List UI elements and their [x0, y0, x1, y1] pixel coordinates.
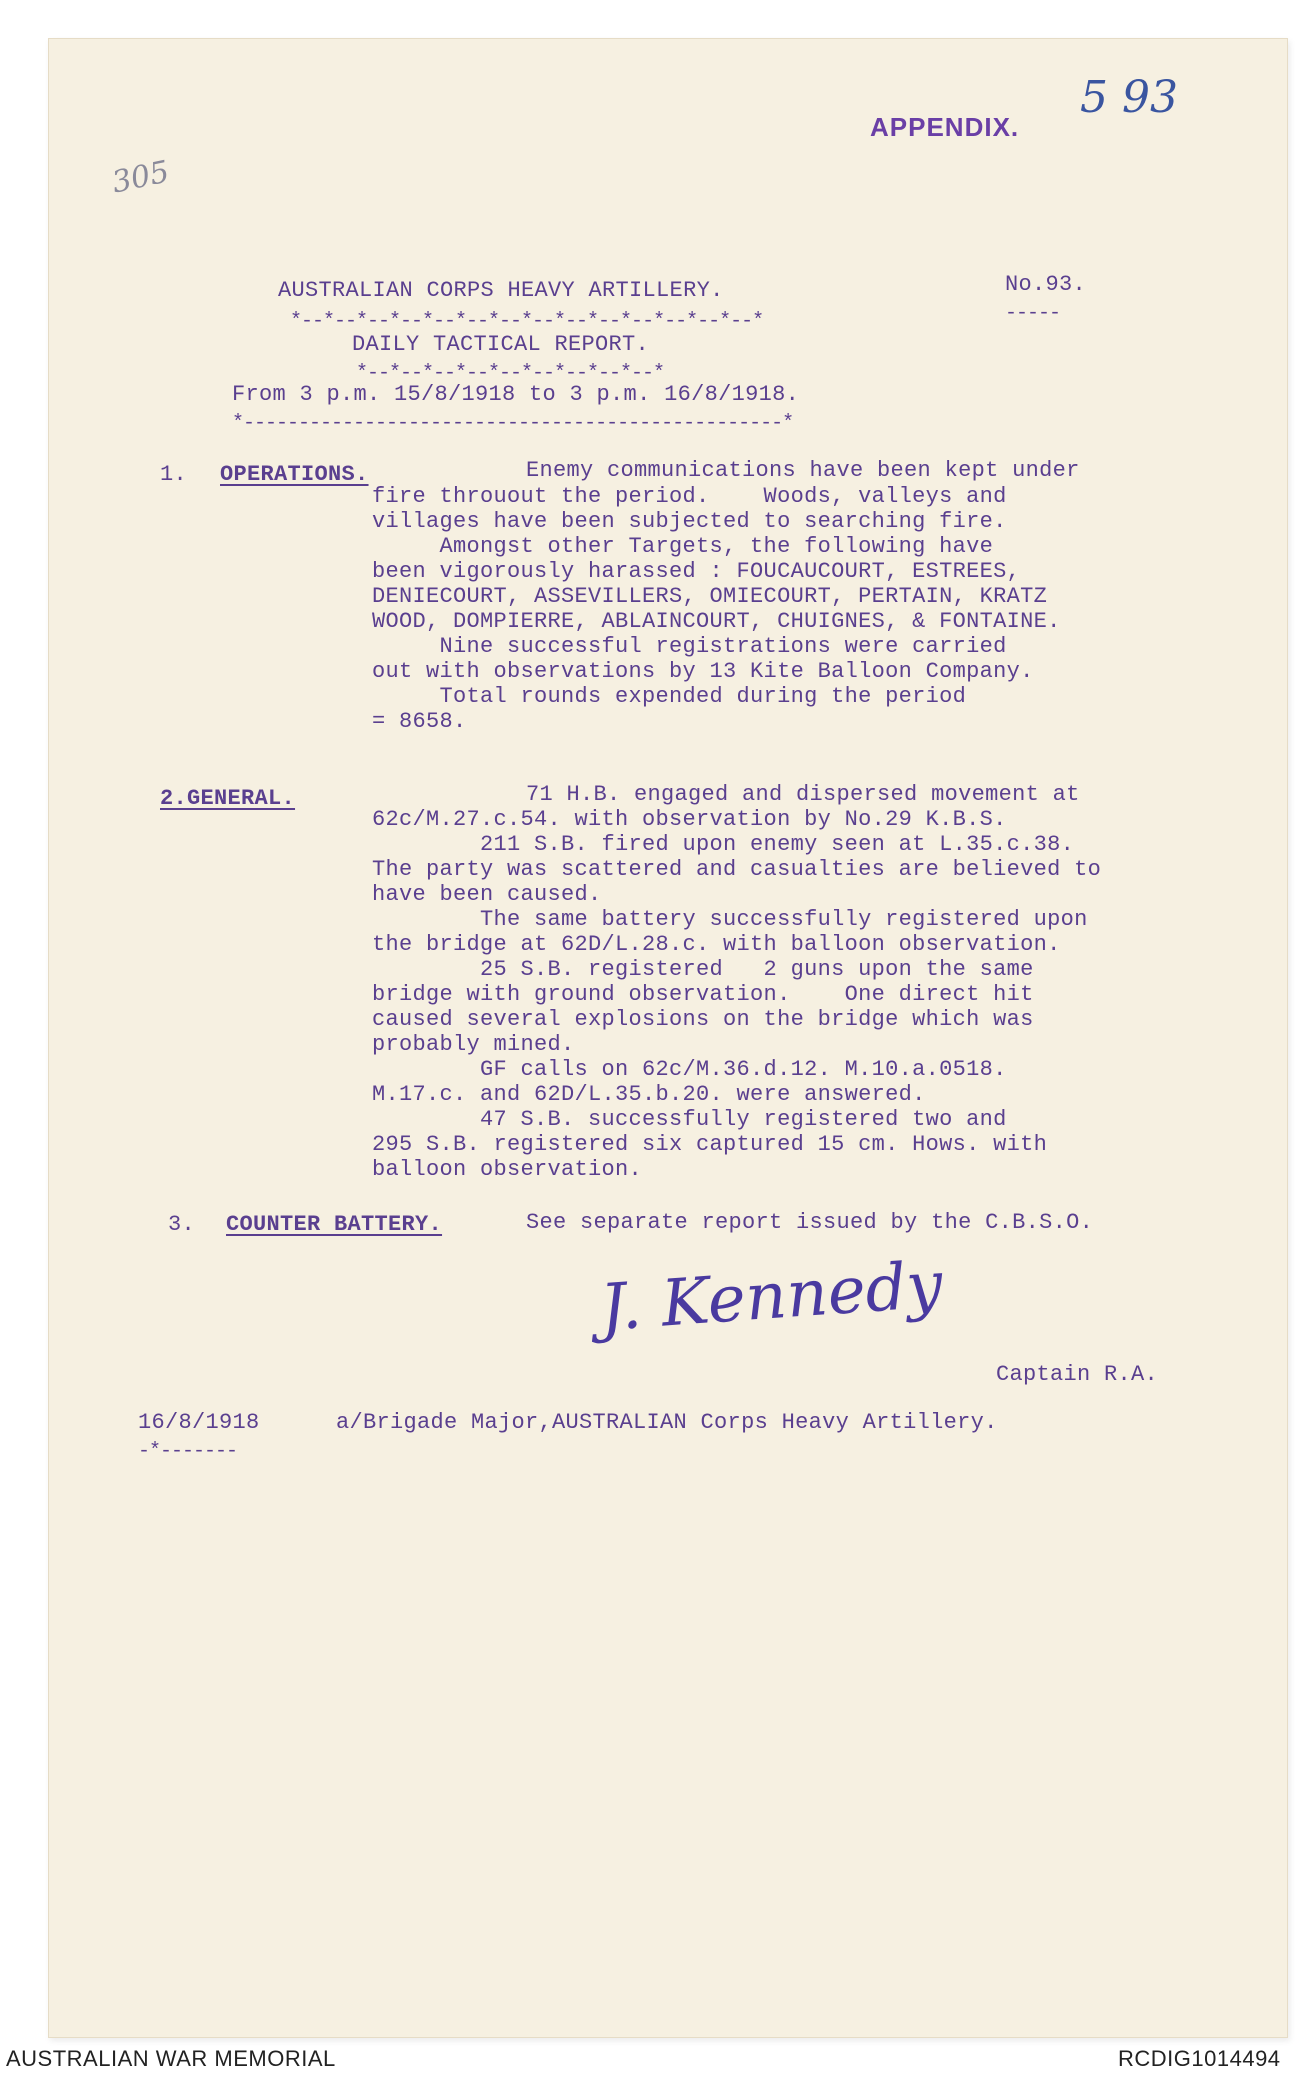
pencil-note: 305 [108, 154, 173, 201]
appendix-stamp: APPENDIX. [870, 112, 1020, 142]
subtitle-rule: *--*--*--*--*--*--*--*--*--* [356, 362, 665, 385]
general-line: 295 S.B. registered six captured 15 cm. Hows. with [372, 1132, 1048, 1157]
general-line: 62c/M.27.c.54. with observation by No.29 K.B.S. [372, 807, 1007, 832]
signature-role: a/Brigade Major,AUSTRALIAN Corps Heavy Artillery. [336, 1410, 998, 1435]
general-line: bridge with ground observation. One direct hit [372, 982, 1034, 1007]
operations-line: Total rounds expended during the period [372, 684, 967, 709]
number-rule: ----- [1005, 302, 1061, 325]
report-title: AUSTRALIAN CORPS HEAVY ARTILLERY. [278, 278, 724, 303]
general-line: caused several explosions on the bridge which was [372, 1007, 1034, 1032]
operations-line: = 8658. [372, 709, 467, 734]
report-number: No.93. [1005, 272, 1087, 297]
operations-heading: OPERATIONS. [220, 462, 369, 487]
operations-line: villages have been subjected to searching fire. [372, 509, 1007, 534]
operations-line: fire throuout the period. Woods, valleys and [372, 484, 1007, 509]
general-line: 211 S.B. fired upon enemy seen at L.35.c.38. [372, 832, 1075, 857]
period-rule: *-------------------------------------------------* [232, 412, 794, 435]
handwritten-signature: J. Kennedy [597, 1248, 945, 1346]
general-line: the bridge at 62D/L.28.c. with balloon observation. [372, 932, 1061, 957]
document-page [48, 38, 1288, 2038]
counter-battery-text: See separate report issued by the C.B.S.O. [526, 1210, 1094, 1235]
operations-line: DENIECOURT, ASSEVILLERS, OMIECOURT, PERTAIN, KRATZ [372, 584, 1048, 609]
handwritten-page-number: 5 93 [1080, 72, 1178, 123]
signature-date: 16/8/1918 [138, 1410, 260, 1435]
general-line: have been caused. [372, 882, 602, 907]
operations-line: Enemy communications have been kept under [526, 458, 1080, 483]
footer-source: AUSTRALIAN WAR MEMORIAL [6, 2046, 336, 2071]
general-heading: 2.GENERAL. [160, 786, 296, 811]
general-line: The same battery successfully registered upon [372, 907, 1088, 932]
general-line: 25 S.B. registered 2 guns upon the same [372, 957, 1034, 982]
general-line: GF calls on 62c/M.36.d.12. M.10.a.0518. [372, 1057, 1007, 1082]
operations-line: Amongst other Targets, the following have [372, 534, 994, 559]
report-period: From 3 p.m. 15/8/1918 to 3 p.m. 16/8/1918. [232, 382, 800, 407]
operations-number: 1. [160, 462, 188, 487]
footer-id: RCDIG1014494 [1118, 2046, 1281, 2071]
operations-line: out with observations by 13 Kite Balloon Company. [372, 659, 1034, 684]
date-rule: -*------- [138, 1440, 238, 1463]
operations-line: Nine successful registrations were carried [372, 634, 1007, 659]
counter-battery-number: 3. [168, 1212, 196, 1237]
general-line: probably mined. [372, 1032, 575, 1057]
general-line: 71 H.B. engaged and dispersed movement at [526, 782, 1080, 807]
general-line: M.17.c. and 62D/L.35.b.20. were answered. [372, 1082, 926, 1107]
title-rule: *--*--*--*--*--*--*--*--*--*--*--*--*--*--* [290, 310, 764, 333]
general-line: 47 S.B. successfully registered two and [372, 1107, 1007, 1132]
operations-line: WOOD, DOMPIERRE, ABLAINCOURT, CHUIGNES, & FONTAINE. [372, 609, 1061, 634]
general-line: balloon observation. [372, 1157, 643, 1182]
signature-rank: Captain R.A. [996, 1362, 1159, 1387]
general-line: The party was scattered and casualties are believed to [372, 857, 1102, 882]
operations-line: been vigorously harassed : FOUCAUCOURT, ESTREES, [372, 559, 1021, 584]
report-subtitle: DAILY TACTICAL REPORT. [352, 332, 650, 357]
counter-battery-heading: COUNTER BATTERY. [226, 1212, 443, 1237]
